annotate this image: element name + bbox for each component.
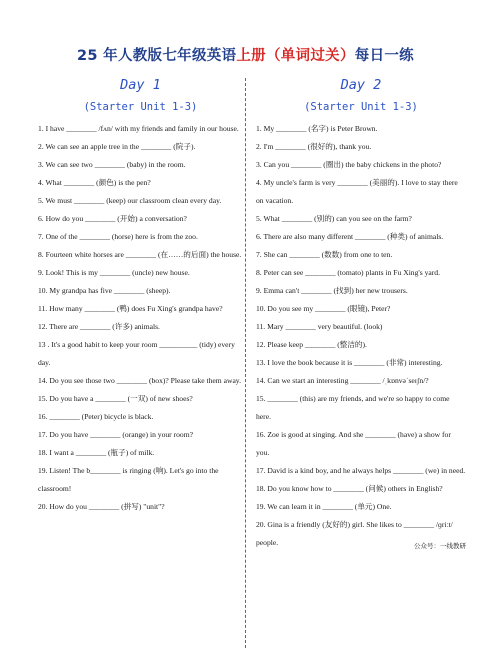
exercise-item: 4. My uncle's farm is very ________ (美丽的). I love to stay there on vacation. — [256, 178, 458, 205]
column-divider — [245, 78, 246, 648]
exercise-item: 7. One of the ________ (horse) here is from the zoo. — [38, 232, 198, 241]
day-2-items — [256, 120, 466, 552]
exercise-item: 8. Peter can see ________ (tomato) plants in Fu Xing's yard. — [256, 268, 441, 277]
title-part-1: 25 年人教版七年级英语 — [77, 48, 237, 64]
day-2-heading: Day 2 — [340, 77, 382, 93]
exercise-item: 3. We can see two ________ (baby) in the room. — [38, 160, 186, 169]
exercise-item: 6. There are also many different ________ (种类) of animals. — [256, 232, 444, 241]
exercise-item: 16. Zoe is good at singing. And she ________ (have) a show for you. — [256, 430, 451, 457]
exercise-item: 20. How do you ________ (拼写) "unit"? — [38, 502, 165, 511]
exercise-item: 15. ________ (this) are my friends, and we're so happy to come here. — [256, 394, 450, 421]
exercise-item: 16. ________ (Peter) bicycle is black. — [38, 412, 154, 421]
page-title — [0, 44, 491, 65]
exercise-item: 1. My ________ (名字) is Peter Brown. — [256, 124, 378, 133]
exercise-item: 14. Can we start an interesting ________ /ˌkɒnvəˈseɪʃn/? — [256, 376, 429, 385]
exercise-item: 2. We can see an apple tree in the ________ (院子). — [38, 142, 196, 151]
day-1-items — [38, 120, 243, 516]
title-part-3: 每日一练 — [354, 48, 414, 64]
exercise-item: 8. Fourteen white horses are ________ (在……的后面) the house. — [38, 250, 242, 259]
day-1-heading: Day 1 — [120, 77, 161, 93]
exercise-item: 19. We can learn it in ________ (单元) One. — [256, 502, 392, 511]
exercise-item: 1. I have ________ /fʌn/ with my friends and family in our house. — [38, 124, 239, 133]
exercise-item: 14. Do you see those two ________ (box)? Please take them away. — [38, 376, 242, 385]
day-1-column — [38, 76, 243, 516]
exercise-item: 18. I want a ________ (瓶子) of milk. — [38, 448, 155, 457]
exercise-item: 13. I love the book because it is ________ (非常) interesting. — [256, 358, 443, 367]
exercise-item: 20. Gina is a friendly (友好的) girl. She likes to ________ /ɡriːt/ people. — [256, 520, 453, 547]
exercise-item: 10. Do you see my ________ (眼镜), Peter? — [256, 304, 391, 313]
exercise-item: 4. What ________ (颜色) is the pen? — [38, 178, 151, 187]
exercise-item: 9. Emma can't ________ (找到) her new trousers. — [256, 286, 408, 295]
exercise-item: 17. David is a kind boy, and he always helps ________ (we) in need. — [256, 466, 466, 475]
exercise-item: 19. Listen! The b________ is ringing (响). Let's go into the classroom! — [38, 466, 219, 493]
exercise-item: 12. Please keep ________ (整洁的). — [256, 340, 367, 349]
exercise-item: 3. Can you ________ (圈出) the baby chickens in the photo? — [256, 160, 442, 169]
exercise-item: 15. Do you have a ________ (一双) of new shoes? — [38, 394, 193, 403]
title-part-2: 上册（单词过关） — [236, 48, 355, 64]
exercise-item: 10. My grandpa has five ________ (sheep). — [38, 286, 171, 295]
exercise-item: 17. Do you have ________ (orange) in your room? — [38, 430, 194, 439]
exercise-item: 11. How many ________ (鸭) does Fu Xing's grandpa have? — [38, 304, 223, 313]
exercise-item: 7. She can ________ (数数) from one to ten. — [256, 250, 393, 259]
exercise-item: 18. Do you know how to ________ (问候) others in English? — [256, 484, 443, 493]
day-1-unit: (Starter Unit 1-3) — [83, 101, 198, 113]
exercise-item: 12. There are ________ (许多) animals. — [38, 322, 160, 331]
day-2-column — [256, 76, 466, 552]
footnote: 公众号：一线教研 — [414, 543, 466, 550]
day-2-unit: (Starter Unit 1-3) — [304, 101, 418, 113]
exercise-item: 13 . It's a good habit to keep your room __________ (tidy) every day. — [38, 340, 235, 367]
exercise-item: 5. We must ________ (keep) our classroom clean every day. — [38, 196, 222, 205]
exercise-item: 6. How do you ________ (开始) a conversation? — [38, 214, 187, 223]
exercise-item: 11. Mary ________ very beautiful. (look) — [256, 322, 383, 331]
exercise-item: 9. Look! This is my ________ (uncle) new house. — [38, 268, 190, 277]
exercise-item: 2. I'm ________ (很好的), thank you. — [256, 142, 372, 151]
exercise-item: 5. What ________ (别的) can you see on the farm? — [256, 214, 412, 223]
